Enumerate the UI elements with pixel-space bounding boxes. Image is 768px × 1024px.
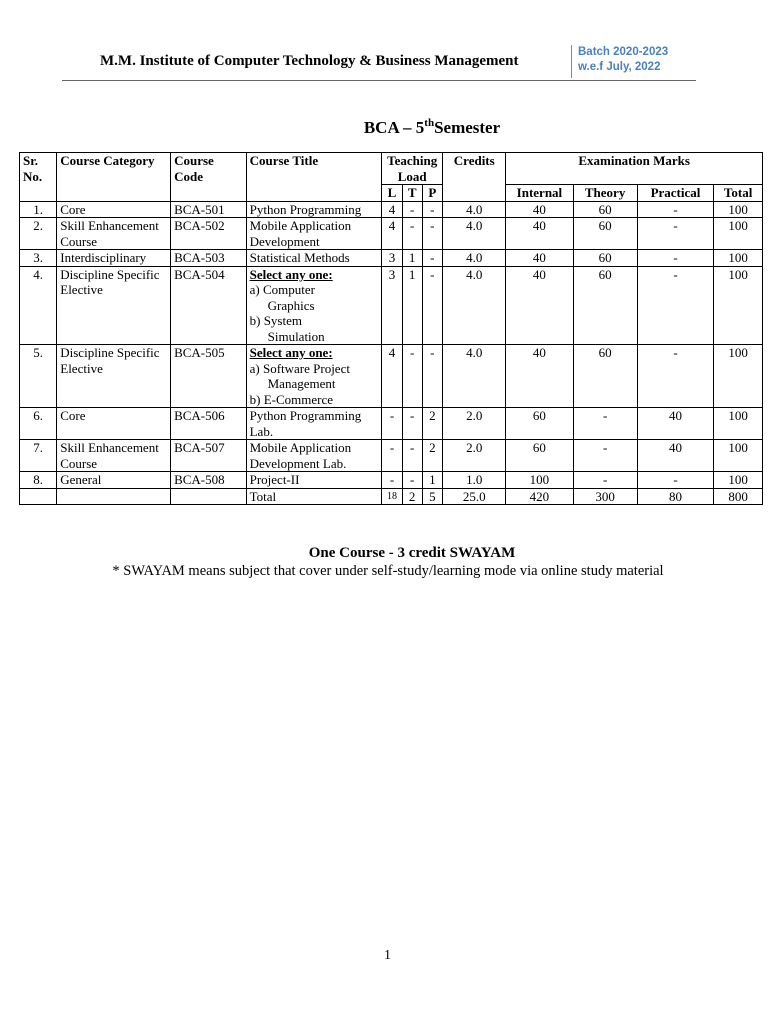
header-practical: Practical [637, 185, 714, 202]
batch-info [571, 45, 668, 78]
header-category: Course Category [57, 153, 171, 202]
page-title: BCA – 5thSemester [363, 117, 501, 137]
batch-label: Batch 2020-2023 [578, 46, 669, 58]
table-row: 1. Core BCA-501 Python Programming 4 - - 4.0 40 60 - 100 [20, 201, 763, 218]
header-title: Course Title [246, 153, 382, 202]
header-l: L [382, 185, 403, 202]
institute-name: M.M. Institute of Computer Technology & Business Management [100, 53, 519, 69]
table-row: 5. Discipline Specific Elective BCA-505 Select any one: a) Software Project Management b) E-Commerce 4 - - 4.0 40 60 - 100 [20, 345, 763, 408]
header-teaching-load: Teaching Load [382, 153, 443, 185]
table-row: 4. Discipline Specific Elective BCA-504 Select any one: a) Computer Graphics b) System Simulation 3 1 - 4.0 40 60 - 100 [20, 266, 763, 345]
course-table [19, 152, 763, 505]
page-number: 1 [384, 948, 391, 963]
table-row: 8. General BCA-508 Project-II - - 1 1.0 100 - - 100 [20, 472, 763, 489]
totals-row: Total 18 2 5 25.0 420 300 80 800 [20, 488, 763, 505]
elective-options: Select any one: a) Software Project Management b) E-Commerce [246, 345, 382, 408]
table-row: 3. Interdisciplinary BCA-503 Statistical Methods 3 1 - 4.0 40 60 - 100 [20, 250, 763, 267]
table-row: 2. Skill Enhancement Course BCA-502 Mobile Application Development 4 - - 4.0 40 60 - 100 [20, 218, 763, 250]
header-exam-marks: Examination Marks [506, 153, 763, 185]
header-sr: Sr. No. [20, 153, 57, 202]
totals-label: Total [246, 488, 382, 505]
table-row: 7. Skill Enhancement Course BCA-507 Mobile Application Development Lab. - - 2 2.0 60 - 40 100 [20, 440, 763, 472]
header-total: Total [714, 185, 763, 202]
header-theory: Theory [573, 185, 637, 202]
select-any-one: Select any one: [249, 345, 333, 360]
header-internal: Internal [506, 185, 573, 202]
table-header-row [20, 153, 763, 185]
elective-options: Select any one: a) Computer Graphics b) System Simulation [246, 266, 382, 345]
swayam-note: * SWAYAM means subject that cover under self-study/learning mode via online study material [112, 563, 664, 579]
select-any-one: Select any one: [249, 266, 333, 282]
effective-date: w.e.f July, 2022 [578, 61, 661, 73]
header-divider [62, 80, 696, 81]
header-code: Course Code [171, 153, 247, 202]
swayam-title: One Course - 3 credit SWAYAM [308, 545, 516, 561]
header-p: P [422, 185, 443, 202]
header-t: T [402, 185, 422, 202]
table-row: 6. Core BCA-506 Python Programming Lab. - - 2 2.0 60 - 40 100 [20, 408, 763, 440]
header-credits: Credits [443, 153, 506, 202]
